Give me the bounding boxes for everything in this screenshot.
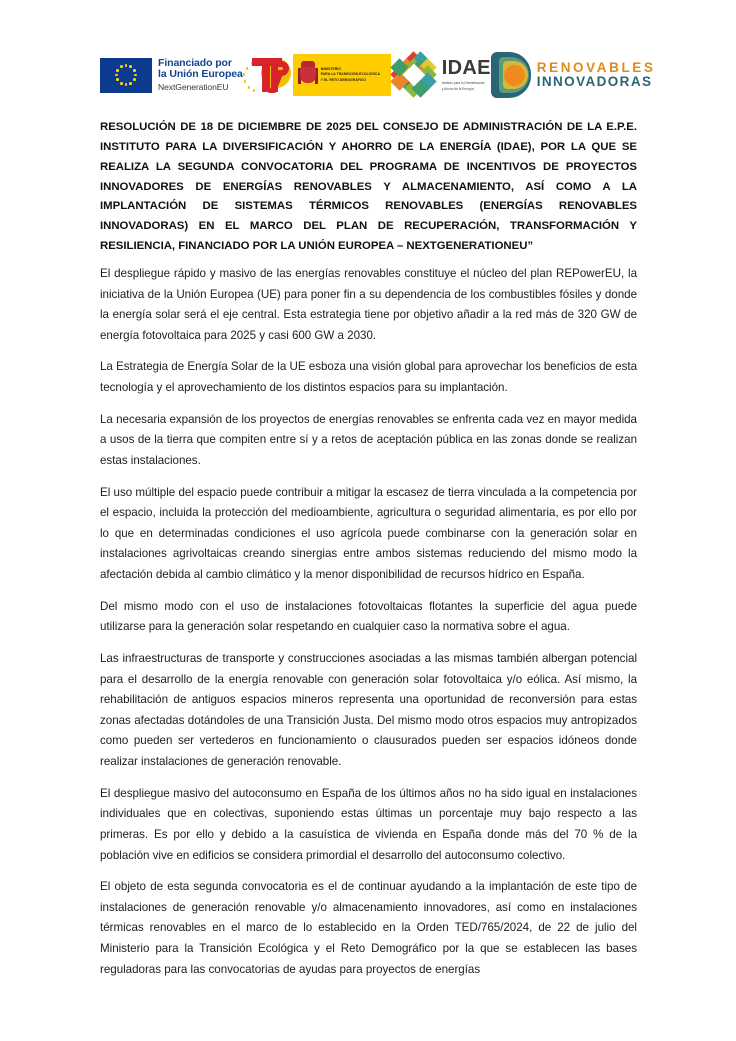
eu-star-icon xyxy=(115,74,118,77)
paragraph: El objeto de esta segunda convocatoria es el de continuar ayudando a la implantación de este tipo de instalaciones de generación renovable y/o almacenamiento innovadores, así como en instalaciones térmicas renovables en el marco de lo establecido en la Orden TED/765/2024, de 22 de julio del Ministerio para la Transición Ecológica y el Reto Demográfico por la que se establecen las bases reguladoras para las convocatorias de ayudas para proyectos de energías xyxy=(100,880,637,976)
eu-star-icon xyxy=(116,69,119,72)
tr-dot-icon xyxy=(253,89,256,92)
eu-line-3: NextGenerationEU xyxy=(158,81,229,92)
idae-subtitle-line-2: y Ahorro de la Energía xyxy=(441,86,474,91)
eu-flag-icon xyxy=(100,58,152,93)
shield-shape xyxy=(300,67,316,83)
paragraph: La necesaria expansión de los proyectos de energías renovables se enfrenta cada vez en mayor medida a usos de la tierra que compiten entre sí y a retos de aceptación pública en las zonas donde se realizan estas instalaciones. xyxy=(100,412,637,467)
eu-line-1: Financiado por xyxy=(158,57,232,70)
ministerio-logo xyxy=(293,54,391,96)
eu-star-icon xyxy=(134,74,137,77)
eu-star-icon xyxy=(129,65,132,68)
eu-logo-text xyxy=(158,58,243,92)
eu-star-icon xyxy=(125,64,128,67)
paragraph: Las infraestructuras de transporte y construcciones asociadas a las mismas también albergan potencial para el desarrollo de la energía renovable con generación solar fotovoltaica y/o eólica. Así mismo, la rehabilitación de antiguos espacios mineros representa una oportunidad de reconversión para estas zonas afectadas dotándoles de una Transición Justa. Del mismo modo otros espacios muy antropizados como pueden ser vertederos en funcionamiento o clausurados pueden ser espacios idóneos donde realizar instalaciones de generación renovable. xyxy=(100,651,637,769)
idae-logo xyxy=(391,51,491,99)
paragraph: El despliegue rápido y masivo de las energías renovables constituye el núcleo del plan REPowerEU, la iniciativa de la Unión Europea (UE) para poner fin a su dependencia de los combustibles fósiles y donde la energía solar será el eje central. Esta estrategia tiene por objetivo añadir a la red más de 320 GW de energía fotovoltaica para 2025 y casi 600 GW a 2030. xyxy=(100,266,637,342)
idae-wordmark: IDAE xyxy=(441,57,491,80)
plan-recuperacion-tr-logo xyxy=(243,52,293,98)
tr-dot-icon xyxy=(246,67,249,70)
spanish-coat-of-arms-icon xyxy=(298,61,318,89)
renovables-line-2: INNOVADORAS xyxy=(536,74,653,89)
paragraph: El despliegue masivo del autoconsumo en España de los últimos años no ha sido igual en instalaciones individuales que en colectivas, suponiendo estas últimas un porcentaje muy bajo respecto a las primeras. Es por ello y debido a la casuística de vivienda en España donde más del 70 % de la población vive en edificios se considera primordial el desarrollo del autoconsumo colectivo. xyxy=(100,786,637,862)
eu-star-icon xyxy=(125,83,128,86)
page-title: RESOLUCIÓN DE 18 DE DICIEMBRE DE 2025 DEL CONSEJO DE ADMINISTRACIÓN DE LA E.P.E. INSTITUTO PARA LA DIVERSIFICACIÓN Y AHORRO DE LA ENERGÍA (IDAE), POR LA QUE SE REALIZA LA SEGUNDA CONVOCATORIA DEL PROGRAMA DE INCENTIVOS DE PROYECTOS INNOVADORES DE ENERGÍAS RENOVABLES Y ALMACENAMIENTO, ASÍ COMO A LA IMPLANTACIÓN DE SISTEMAS TÉRMICOS RENOVABLES (ENERGÍAS RENOVABLES INNOVADORAS) EN EL MARCO DEL PLAN DE RECUPERACIÓN, TRANSFORMACIÓN Y RESILIENCIA, FINANCIADO POR LA UNIÓN EUROPEA – NEXTGENERATIONEU” xyxy=(100,121,637,253)
paragraph: Del mismo modo con el uso de instalaciones fotovoltaicas flotantes la superficie del agua puede utilizarse para la generación solar respetando en cualquier caso la normativa sobre el agua. xyxy=(100,599,637,634)
idae-logo-text xyxy=(442,58,491,92)
document-body xyxy=(100,264,637,980)
renovables-innovadoras-logo xyxy=(491,50,656,100)
ri-sun-circle xyxy=(504,65,525,86)
eu-star-icon xyxy=(120,82,123,85)
eu-stars xyxy=(115,64,137,86)
idae-diamond-icon xyxy=(391,52,437,98)
eu-star-icon xyxy=(120,65,123,68)
idae-subtitle-line-1: Instituto para la Diversificación xyxy=(441,81,485,86)
paragraph: La Estrategia de Energía Solar de la UE esboza una visión global para aprovechar los beneficios de esta tecnología y el aprovechamiento de los distintos espacios para su implantación. xyxy=(100,360,637,395)
eu-star-icon xyxy=(129,82,132,85)
ministerio-line-3: Y EL RETO DEMOGRÁFICO xyxy=(320,77,367,82)
eu-star-icon xyxy=(116,78,119,81)
idae-subtitle xyxy=(442,81,491,92)
renovables-mark-icon xyxy=(491,52,531,98)
renovables-logo-text xyxy=(537,61,656,89)
ministerio-logo-text xyxy=(321,67,380,82)
eu-line-2: la Unión Europea xyxy=(158,68,243,81)
eu-star-icon xyxy=(133,69,136,72)
eu-star-icon xyxy=(133,78,136,81)
renovables-line-1: RENOVABLES xyxy=(536,59,656,75)
document-content xyxy=(100,118,637,991)
ministerio-line-2: PARA LA TRANSICIÓN ECOLÓGICA xyxy=(320,72,381,77)
eu-funding-logo xyxy=(100,51,243,99)
logo-bar xyxy=(100,44,656,106)
tr-dot-icon xyxy=(244,80,247,83)
tr-dot-icon xyxy=(243,73,246,76)
paragraph: El uso múltiple del espacio puede contribuir a mitigar la escasez de tierra vinculada a la competencia por el espacio, incluida la protección del medioambiente, agricultura o seguridad alimentaria, es por ello por lo que en determinadas condiciones el uso agrícola puede combinarse con la generación solar en instalaciones agrivoltaicas creando sinergias entre ambos sistemas reduciendo del mismo modo la afectación debida al cambio climático y la menor disponibilidad de recursos hídrico en España. xyxy=(100,485,637,582)
ministerio-line-1: MINISTERIO xyxy=(320,67,341,72)
tr-dot-icon xyxy=(248,86,251,89)
tr-letter-t-stem xyxy=(262,58,271,92)
